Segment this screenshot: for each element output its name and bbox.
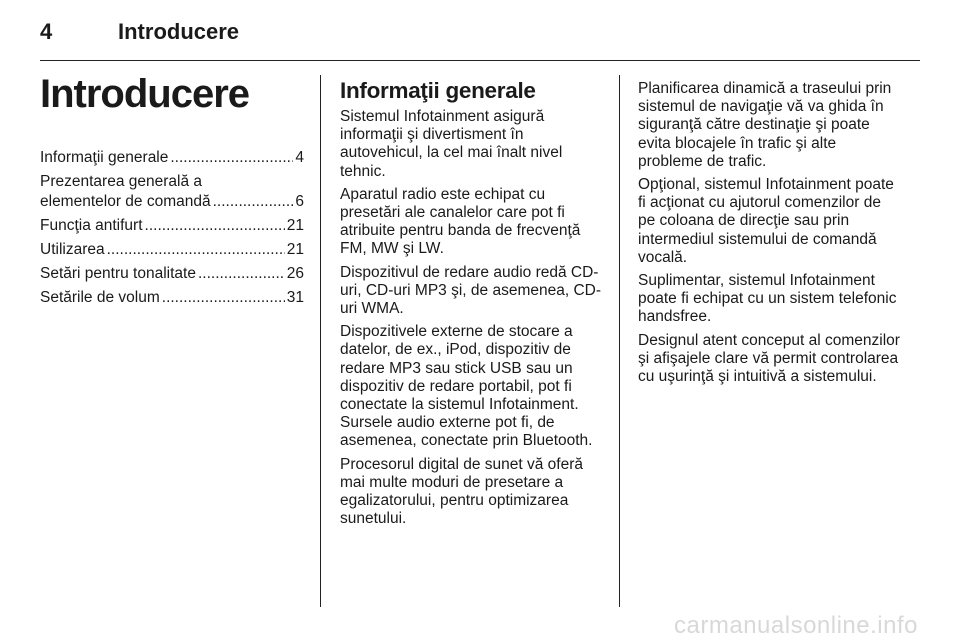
toc-page: 4 [295,149,304,166]
toc-label: Setările de volum [40,289,160,306]
page-number: 4 [40,19,53,44]
toc-label: Utilizarea [40,241,105,258]
page-header [40,16,239,48]
toc-leader [213,192,294,212]
column-divider [619,75,620,607]
section-title: Informaţii generale [340,78,536,103]
watermark: carmanualsonline.info [674,612,918,639]
toc-item-setarile-volum[interactable] [40,288,304,308]
toc-page: 31 [286,289,304,306]
paragraph: Dispozitivele externe de stocare a datelor, de ex., iPod, dispozitiv de redare MP3 sau stick USB sau un dispozitiv de redare portabil, pot fi conectate la sistemul Infotainment. Sursele audio externe pot fi, de asemenea, conectate prin Bluetooth. [340,323,593,450]
paragraph: Planificarea dinamică a traseului prin sistemul de navigaţie vă va ghida în siguranţă către destinaţie şi poate evita blocajele în trafic şi alte probleme de trafic. [638,80,892,170]
toc-item-setari-tonalitate[interactable] [40,264,304,284]
toc-page: 6 [295,193,304,210]
toc-label-line1: Prezentarea generală a [40,173,203,190]
toc-page: 21 [286,217,304,234]
left-column [40,70,304,312]
toc-label: Funcţia antifurt [40,217,143,234]
running-title: Introducere [118,19,240,44]
paragraph: Designul atent conceput al comenzilor şi afişajele clare vă permit controlarea cu uşurinţă şi intuitivă a sistemului. [638,331,900,386]
column-divider [320,75,321,607]
toc-leader [170,148,293,168]
paragraph: Opţional, sistemul Infotainment poate fi acţionat cu ajutorul comenzilor de pe coloana de direcţie sau prin intermediul sistemului de comandă vocală. [638,176,894,266]
paragraph: Dispozitivul de redare audio redă CD-uri, CD-uri MP3 şi, de asemenea, CD-uri WMA. [340,263,601,318]
toc-page: 21 [286,241,304,258]
table-of-contents [40,148,304,308]
header-rule [40,60,920,61]
toc-label-line2: elementelor de comandă [40,193,211,210]
chapter-title: Introducere [40,72,250,116]
toc-leader [162,288,285,308]
paragraph: Sistemul Infotainment asigură informaţii şi divertisment în autovehicul, la cel mai înalt nivel tehnic. [340,108,563,180]
paragraph: Procesorul digital de sunet vă oferă mai multe moduri de presetare a egalizatorului, pentru optimizarea sunetului. [340,455,583,528]
toc-item-prezentarea-generala[interactable] [40,172,304,212]
paragraph: Aparatul radio este echipat cu presetări ale canalelor care pot fi atribuite pentru banda de frecvenţă FM, MW şi LW. [340,185,581,258]
toc-leader [107,240,285,260]
middle-column [340,78,606,533]
toc-leader [198,264,285,284]
toc-label: Informaţii generale [40,149,169,166]
toc-leader [145,216,285,236]
paragraph: Suplimentar, sistemul Infotainment poate fi echipat cu un sistem telefonic handsfree. [638,272,897,326]
toc-page: 26 [286,265,304,282]
toc-item-functia-antifurt[interactable] [40,216,304,236]
right-column [638,80,902,391]
toc-item-utilizarea[interactable] [40,240,304,260]
toc-item-informatii-generale[interactable] [40,148,304,168]
toc-label: Setări pentru tonalitate [40,265,196,282]
